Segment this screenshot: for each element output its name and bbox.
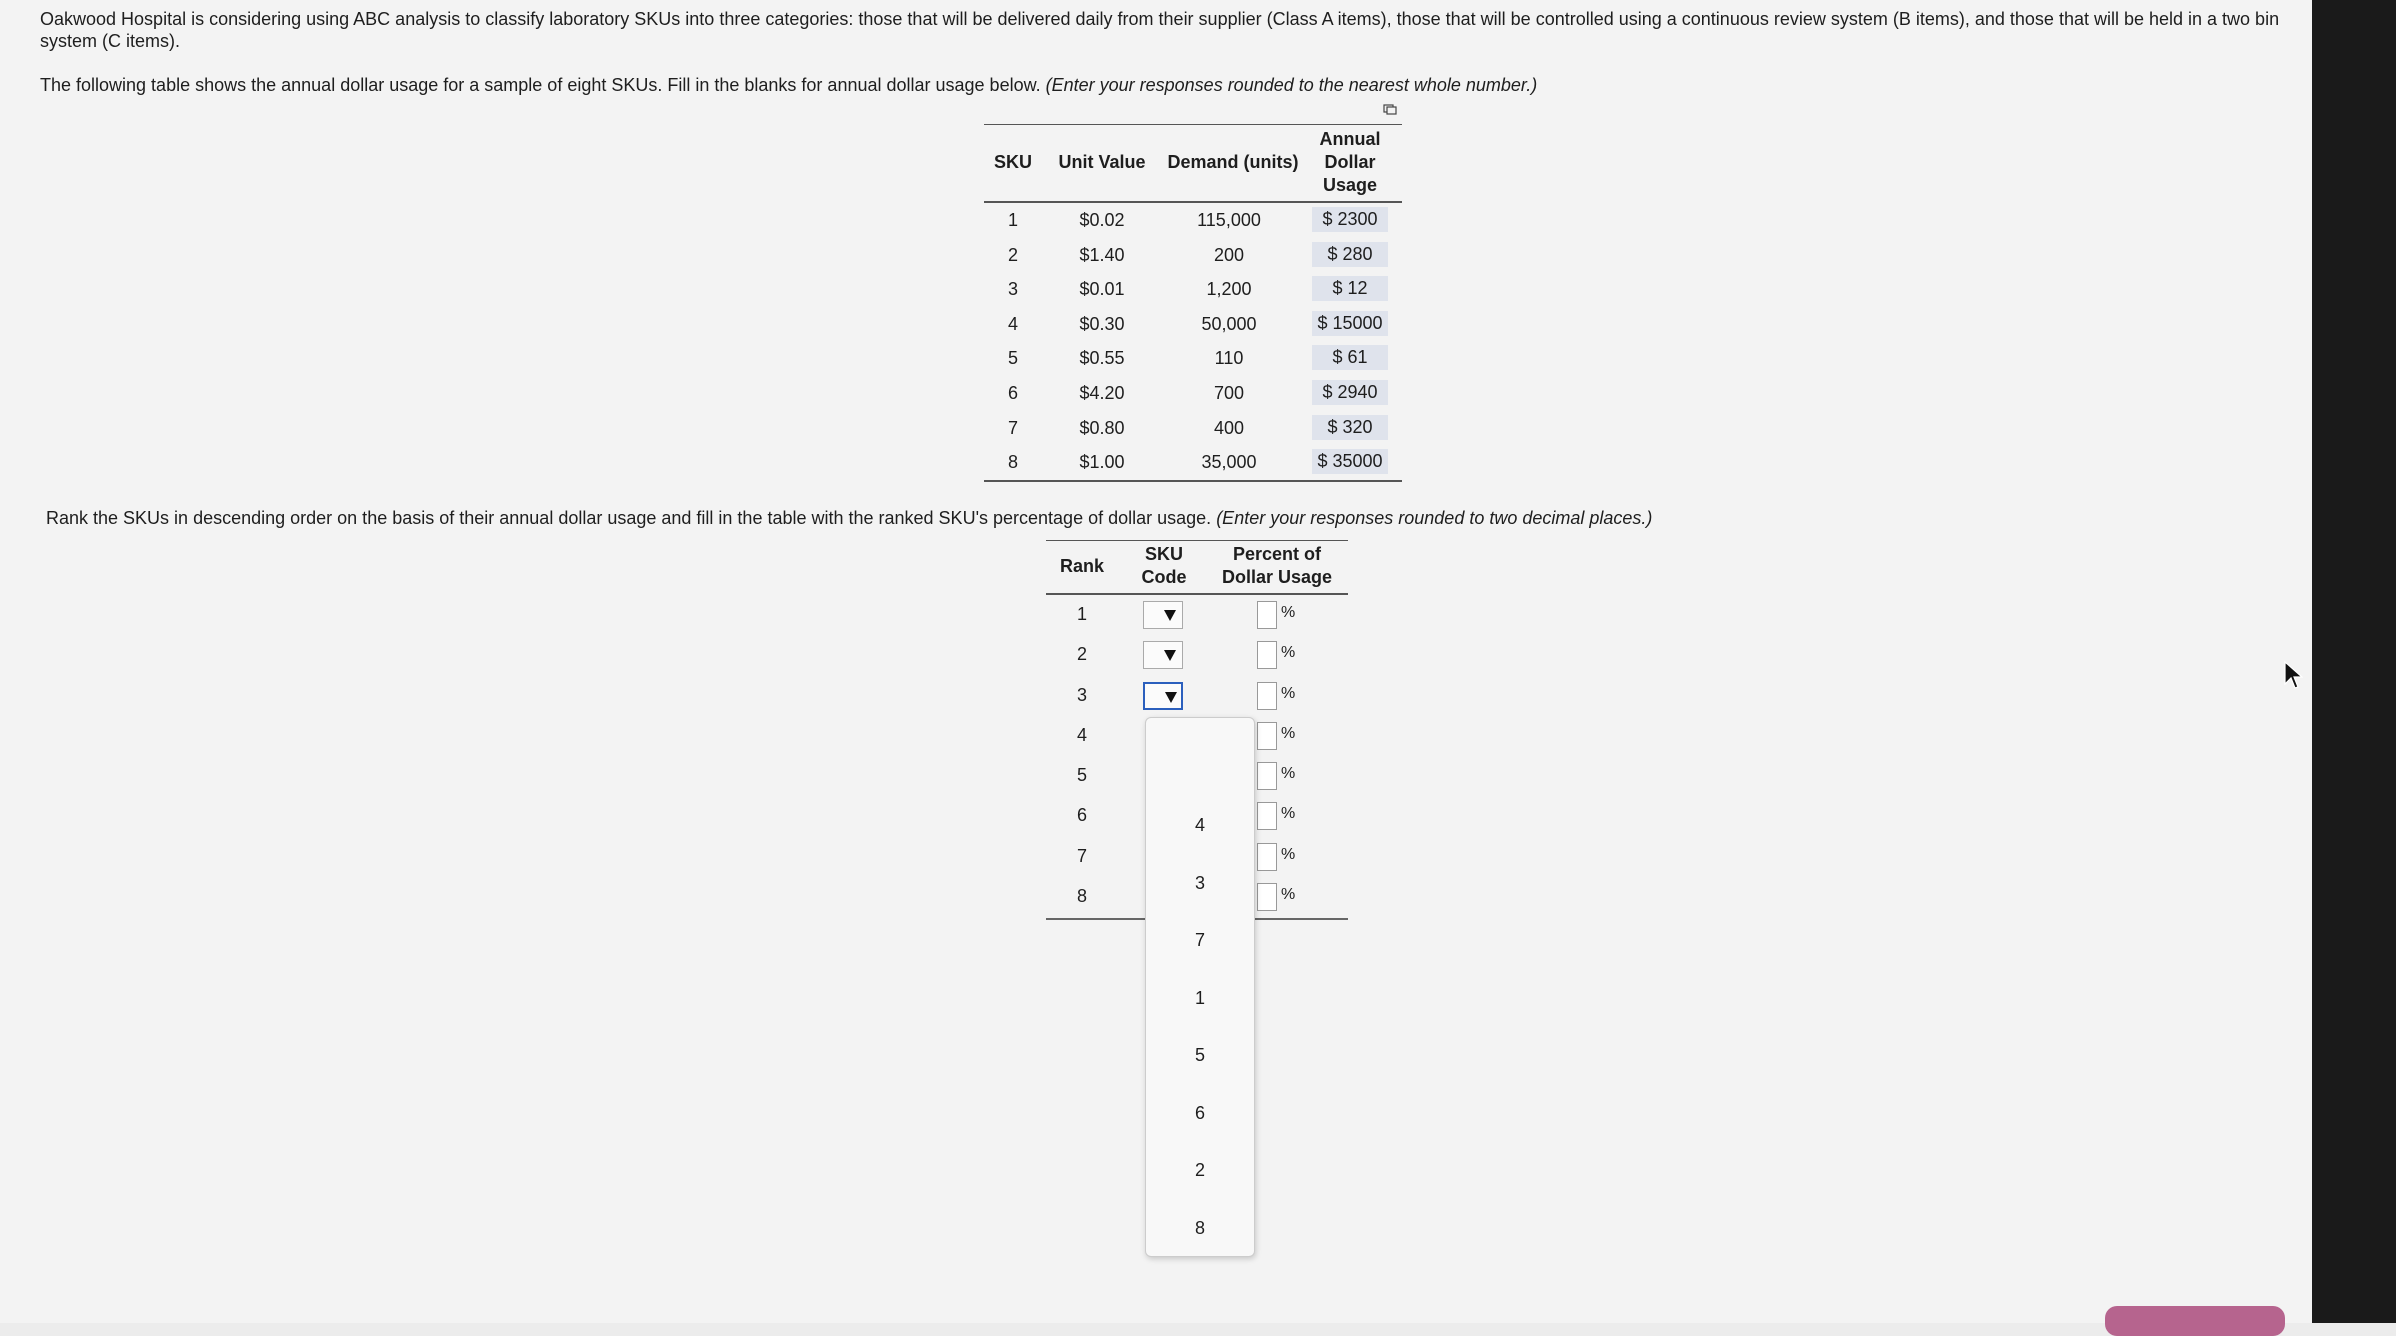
percent-sign: % (1281, 644, 1296, 662)
unit-value-cell: $0.01 (1079, 279, 1125, 300)
header-sku-code (1132, 543, 1196, 589)
unit-value-cell: $0.80 (1079, 417, 1125, 438)
sku-cell: 5 (1007, 348, 1018, 369)
sku-code-select[interactable] (1143, 682, 1183, 710)
sku-cell: 8 (1007, 452, 1018, 473)
table-row (984, 203, 1402, 238)
annual-dollar-usage-input[interactable]: $ 12 (1312, 276, 1388, 301)
window-edge (2312, 0, 2396, 1323)
instruction-annual-usage-text: The following table shows the annual dollar usage for a sample of eight SKUs. Fill in the blanks for annual dollar usage below. (40, 75, 1041, 95)
header-rank: Rank (1059, 556, 1104, 576)
mouse-pointer-icon (2283, 660, 2303, 690)
header-sku-code-line2: Code (1141, 567, 1187, 587)
percent-sign: % (1281, 845, 1296, 863)
header-pct-line2: Dollar Usage (1221, 567, 1333, 587)
annual-dollar-usage-input[interactable]: $ 280 (1312, 242, 1388, 267)
table-row (984, 411, 1402, 446)
percent-sign: % (1281, 765, 1296, 783)
annual-dollar-usage-input[interactable]: $ 2940 (1312, 380, 1388, 405)
header-percent-dollar-usage (1206, 543, 1348, 589)
percent-sign: % (1281, 604, 1296, 621)
annual-usage-table (984, 124, 1402, 482)
annual-usage-table-header (984, 125, 1402, 203)
percent-input[interactable] (1257, 762, 1277, 790)
instruction-rank (46, 507, 1652, 529)
table-row (984, 341, 1402, 376)
annual-dollar-usage-input[interactable]: $ 35000 (1312, 449, 1388, 474)
instruction-rank-hint: (Enter your responses rounded to two decimal places.) (1216, 508, 1653, 528)
header-adu-line3: Usage (1322, 175, 1378, 195)
percent-input[interactable] (1257, 682, 1277, 710)
table-row (1046, 595, 1348, 635)
demand-cell: 200 (1213, 244, 1245, 265)
dropdown-arrow-icon (1164, 610, 1176, 621)
dropdown-option[interactable]: 2 (1194, 1160, 1205, 1180)
annual-dollar-usage-input[interactable]: $ 15000 (1312, 311, 1388, 336)
unit-value-cell: $1.40 (1079, 244, 1125, 265)
dropdown-option[interactable]: 6 (1194, 1102, 1205, 1123)
rank-cell: 4 (1076, 724, 1087, 745)
annual-dollar-usage-input[interactable]: $ 320 (1312, 415, 1388, 440)
table-row (984, 307, 1402, 342)
rank-cell: 2 (1076, 644, 1087, 665)
demand-cell: 50,000 (1201, 313, 1257, 334)
header-pct-line1: Percent of (1232, 544, 1322, 564)
unit-value-cell: $0.02 (1079, 210, 1125, 230)
sku-code-select[interactable] (1143, 601, 1183, 629)
table-row (984, 376, 1402, 411)
dropdown-arrow-icon (1165, 692, 1177, 703)
table-row (1046, 676, 1348, 716)
percent-input[interactable] (1257, 722, 1277, 750)
rank-cell: 6 (1076, 805, 1087, 826)
header-annual-dollar-usage (1306, 128, 1394, 197)
demand-cell: 1,200 (1206, 279, 1252, 300)
header-sku: SKU (993, 152, 1032, 172)
demand-cell: 110 (1214, 348, 1244, 369)
dropdown-arrow-icon (1164, 650, 1176, 661)
table-row (984, 272, 1402, 307)
table-row (984, 445, 1402, 480)
demand-cell: 35,000 (1201, 452, 1257, 473)
unit-value-cell: $0.55 (1079, 348, 1125, 369)
header-unit-value: Unit Value (1058, 152, 1146, 172)
rank-cell: 5 (1076, 765, 1087, 786)
table-row (984, 238, 1402, 273)
percent-input[interactable] (1257, 843, 1277, 871)
percent-input[interactable] (1257, 601, 1277, 629)
unit-value-cell: $1.00 (1079, 452, 1125, 473)
instruction-rank-text: Rank the SKUs in descending order on the basis of their annual dollar usage and fill in the table with the ranked SKU's percentage of dollar usage. (46, 508, 1212, 528)
unit-value-cell: $4.20 (1079, 382, 1125, 403)
sku-cell: 4 (1007, 313, 1018, 334)
demand-cell: 115,000 (1197, 210, 1261, 230)
demand-cell: 400 (1213, 417, 1245, 438)
sku-code-dropdown-list[interactable] (1145, 717, 1255, 1257)
dropdown-option[interactable]: 7 (1194, 930, 1205, 950)
sku-cell: 2 (1007, 244, 1018, 265)
annual-dollar-usage-input[interactable]: $ 2300 (1312, 207, 1388, 232)
dropdown-option[interactable]: 3 (1194, 872, 1205, 893)
percent-input[interactable] (1257, 883, 1277, 911)
header-adu-line1: Annual (1319, 129, 1381, 149)
bottom-action-button[interactable] (2105, 1306, 2285, 1336)
rank-cell: 8 (1076, 886, 1087, 907)
sku-cell: 6 (1007, 382, 1018, 403)
ranking-table-header (1046, 541, 1348, 595)
unit-value-cell: $0.30 (1079, 313, 1125, 334)
percent-sign: % (1281, 684, 1296, 702)
rank-cell: 7 (1076, 845, 1087, 866)
copy-icon[interactable] (1383, 104, 1397, 115)
annual-usage-table-body (984, 203, 1402, 480)
annual-dollar-usage-input[interactable]: $ 61 (1312, 345, 1388, 370)
rank-cell: 3 (1076, 684, 1087, 705)
header-sku-code-line1: SKU (1144, 544, 1183, 564)
demand-cell: 700 (1213, 382, 1245, 403)
sku-code-select[interactable] (1143, 641, 1183, 669)
instruction-annual-usage-hint: (Enter your responses rounded to the nearest whole number.) (1045, 75, 1538, 95)
rank-cell: 1 (1076, 604, 1087, 624)
percent-sign: % (1281, 724, 1296, 742)
dropdown-option[interactable]: 5 (1194, 1045, 1205, 1065)
percent-sign: % (1281, 805, 1296, 823)
dropdown-option[interactable]: 4 (1194, 815, 1205, 835)
percent-input[interactable] (1257, 641, 1277, 669)
sku-cell: 1 (1007, 210, 1018, 230)
dropdown-option[interactable]: 1 (1194, 987, 1205, 1008)
dropdown-option[interactable]: 8 (1194, 1217, 1205, 1238)
percent-input[interactable] (1257, 802, 1277, 830)
sku-cell: 7 (1007, 417, 1018, 438)
header-demand: Demand (units) (1167, 152, 1299, 172)
header-adu-line2: Dollar (1324, 152, 1376, 172)
sku-cell: 3 (1007, 279, 1018, 300)
percent-sign: % (1281, 886, 1296, 904)
instruction-annual-usage (40, 74, 1537, 96)
intro-text: Oakwood Hospital is considering using ABC analysis to classify laboratory SKUs into three categories: those that will be delivered daily from their supplier (Class A items), those that will be controlled using a continuous review system (B items), and those that will be held in a two bin system (C items). (40, 9, 2280, 51)
table-row (1046, 635, 1348, 675)
